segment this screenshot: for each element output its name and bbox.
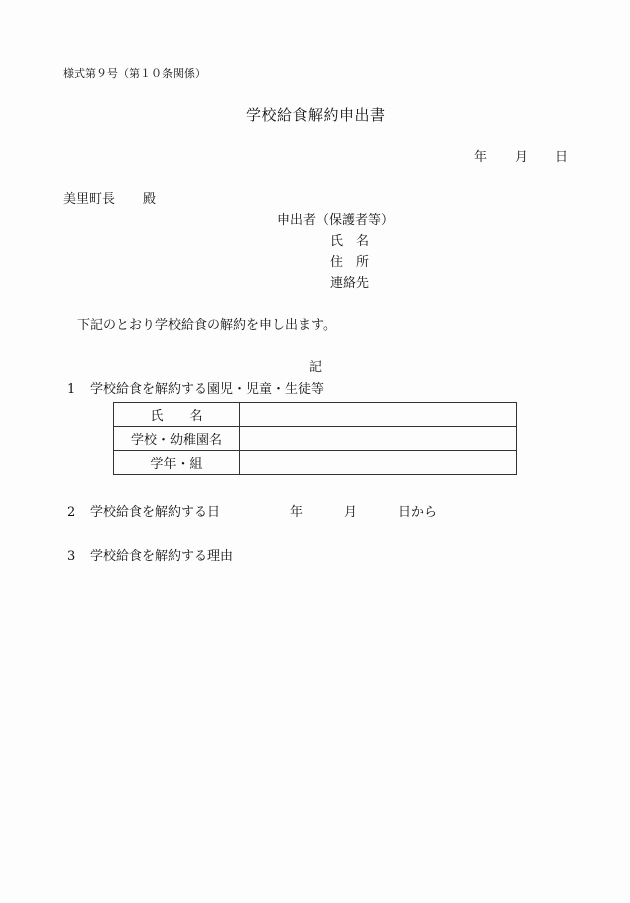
table-value-name[interactable] <box>240 403 517 427</box>
intro-text: 下記のとおり学校給食の解約を申し出ます。 <box>77 318 336 333</box>
table-label-grade: 学年・組 <box>114 451 240 475</box>
item2-day-from-label: 日から <box>398 505 438 520</box>
addressee-name: 美里町長 <box>63 192 116 207</box>
table-row <box>114 451 517 475</box>
item2-number: 2 <box>67 505 76 520</box>
date-year-label: 年 <box>474 150 488 165</box>
item2-text: 学校給食を解約する日 <box>90 505 221 520</box>
table-value-school[interactable] <box>240 427 517 451</box>
applicant-address-label: 住 所 <box>330 255 370 270</box>
item3-text: 学校給食を解約する理由 <box>90 549 234 564</box>
item3-number: 3 <box>67 549 76 564</box>
applicant-name-label: 氏 名 <box>330 234 370 249</box>
item1-number: 1 <box>67 382 76 397</box>
student-info-table <box>113 402 517 475</box>
applicant-contact-label: 連絡先 <box>330 276 370 291</box>
table-row <box>114 403 517 427</box>
page-title: 学校給食解約申出書 <box>246 106 386 124</box>
form-number: 様式第９号（第１０条関係） <box>63 67 206 80</box>
table-value-grade[interactable] <box>240 451 517 475</box>
date-month-label: 月 <box>515 150 529 165</box>
table-label-name: 氏 名 <box>114 403 240 427</box>
table-row <box>114 427 517 451</box>
applicant-heading: 申出者（保護者等） <box>277 213 395 228</box>
addressee-honorific: 殿 <box>143 192 157 207</box>
item2-month-label: 月 <box>344 505 358 520</box>
ki-heading: 記 <box>309 360 323 375</box>
item1-text: 学校給食を解約する園児・児童・生徒等 <box>90 382 325 397</box>
item2-year-label: 年 <box>290 505 304 520</box>
table-label-school: 学校・幼稚園名 <box>114 427 240 451</box>
date-day-label: 日 <box>555 150 569 165</box>
